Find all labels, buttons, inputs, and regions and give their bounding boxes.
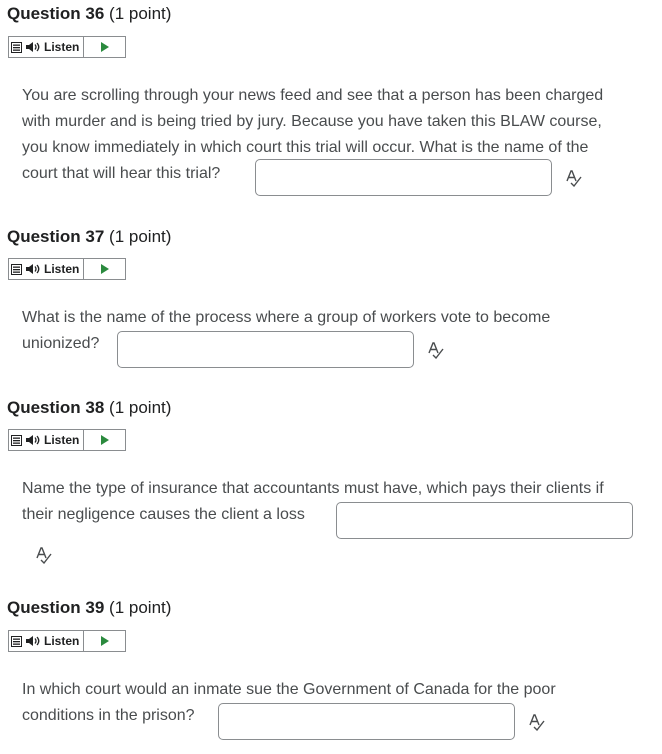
play-button[interactable] xyxy=(84,631,125,651)
question-points: (1 point) xyxy=(109,598,172,617)
menu-icon[interactable] xyxy=(9,430,23,450)
listen-button[interactable] xyxy=(8,258,126,280)
listen-label: Listen xyxy=(44,433,80,447)
speaker-icon xyxy=(25,434,41,446)
question-text-line: You are scrolling through your news feed and see that a person has been charged xyxy=(22,87,604,104)
listen-button[interactable] xyxy=(8,36,126,58)
play-button[interactable] xyxy=(84,37,125,57)
listen-button[interactable] xyxy=(8,429,126,451)
spellcheck-icon[interactable] xyxy=(527,713,545,731)
question-number: Question 37 xyxy=(7,227,105,246)
spellcheck-icon[interactable] xyxy=(34,546,52,564)
question-text-line: their negligence causes the client a loss xyxy=(22,506,305,523)
play-icon xyxy=(100,41,110,53)
speaker-icon xyxy=(25,635,41,647)
question-title xyxy=(7,227,171,247)
play-icon xyxy=(100,434,110,446)
question-number: Question 36 xyxy=(7,4,105,23)
speaker-icon xyxy=(25,263,41,275)
question-title xyxy=(7,4,171,24)
speaker-icon xyxy=(25,41,41,53)
listen-label-wrap[interactable] xyxy=(23,37,84,57)
question-text-line: conditions in the prison? xyxy=(22,707,195,724)
question-title xyxy=(7,398,171,418)
menu-icon[interactable] xyxy=(9,37,23,57)
listen-label-wrap[interactable] xyxy=(23,631,84,651)
menu-icon[interactable] xyxy=(9,259,23,279)
question-text-line: What is the name of the process where a group of workers vote to become xyxy=(22,309,551,326)
listen-label-wrap[interactable] xyxy=(23,259,84,279)
question-text-line: In which court would an inmate sue the Government of Canada for the poor xyxy=(22,681,556,698)
answer-field[interactable] xyxy=(117,331,414,368)
question-points: (1 point) xyxy=(109,227,172,246)
question-text-line: unionized? xyxy=(22,335,100,352)
play-button[interactable] xyxy=(84,430,125,450)
spellcheck-icon[interactable] xyxy=(564,169,582,187)
question-text-line: court that will hear this trial? xyxy=(22,165,221,182)
answer-field[interactable] xyxy=(255,159,552,196)
play-icon xyxy=(100,635,110,647)
question-text-line: with murder and is being tried by jury. Because you have taken this BLAW course, xyxy=(22,113,602,130)
question-number: Question 38 xyxy=(7,398,105,417)
listen-button[interactable] xyxy=(8,630,126,652)
question-title xyxy=(7,598,171,618)
answer-field[interactable] xyxy=(336,502,633,539)
menu-icon[interactable] xyxy=(9,631,23,651)
question-points: (1 point) xyxy=(109,4,172,23)
play-button[interactable] xyxy=(84,259,125,279)
question-points: (1 point) xyxy=(109,398,172,417)
spellcheck-icon[interactable] xyxy=(426,341,444,359)
question-number: Question 39 xyxy=(7,598,105,617)
answer-field[interactable] xyxy=(218,703,515,740)
listen-label-wrap[interactable] xyxy=(23,430,84,450)
listen-label: Listen xyxy=(44,262,80,276)
question-text-line: you know immediately in which court this trial will occur. What is the name of the xyxy=(22,139,589,156)
listen-label: Listen xyxy=(44,634,80,648)
listen-label: Listen xyxy=(44,40,80,54)
play-icon xyxy=(100,263,110,275)
question-text-line: Name the type of insurance that accountants must have, which pays their clients if xyxy=(22,480,604,497)
